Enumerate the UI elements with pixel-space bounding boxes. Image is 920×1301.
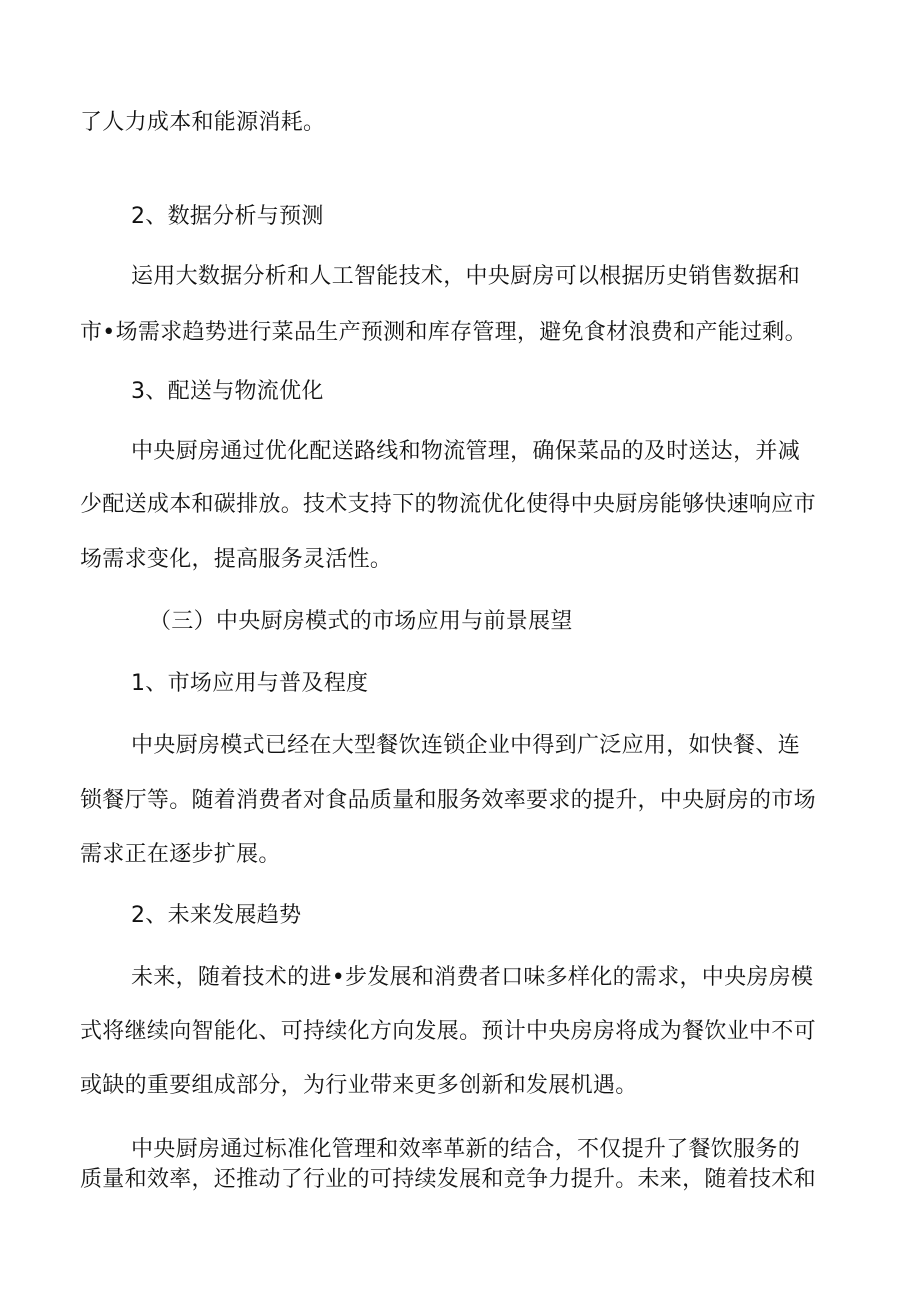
paragraph-line: 质量和效率，还推动了行业的可持续发展和竞争力提升。未来，随着技术和 (80, 1167, 816, 1192)
paragraph-line: 未来，随着技术的进•步发展和消费者口味多样化的需求，中央房房模 (131, 965, 814, 990)
section-heading: 2、未来发展趋势 (131, 903, 302, 928)
paragraph-line: 式将继续向智能化、可持续化方向发展。预计中央房房将成为餐饮业中不可 (80, 1019, 816, 1044)
paragraph-line: 市•场需求趋势进行菜品生产预测和库存管理，避免食材浪费和产能过剩。 (80, 320, 807, 345)
paragraph-line: 了人力成本和能源消耗。 (80, 110, 326, 135)
paragraph-line: 场需求变化，提高服务灵活性。 (80, 547, 393, 572)
paragraph-line: 需求正在逐步扩展。 (80, 842, 281, 867)
section-heading: 2、数据分析与预测 (131, 204, 324, 229)
paragraph-line: 中央厨房模式已经在大型餐饮连锁企业中得到广泛应用，如快餐、连 (131, 733, 801, 758)
paragraph-line: 锁餐厅等。随着消费者对食品质量和服务效率要求的提升，中央厨房的市场 (80, 788, 816, 813)
section-heading: 3、配送与物流优化 (131, 379, 324, 404)
paragraph-line: 中央厨房通过优化配送路线和物流管理，确保菜品的及时送达，并减 (131, 439, 801, 464)
section-heading: 1、市场应用与普及程度 (131, 671, 369, 696)
paragraph-line: 少配送成本和碳排放。技术支持下的物流优化使得中央厨房能够快速响应市 (80, 492, 816, 517)
chapter-heading: （三）中央厨房模式的市场应用与前景展望 (149, 609, 573, 634)
paragraph-line: 或缺的重要组成部分，为行业带来更多创新和发展机遇。 (80, 1073, 638, 1098)
paragraph-line: 运用大数据分析和人工智能技术，中央厨房可以根据历史销售数据和 (131, 264, 801, 289)
paragraph-line: 中央厨房通过标准化管理和效率革新的结合，不仅提升了餐饮服务的 (131, 1137, 801, 1162)
